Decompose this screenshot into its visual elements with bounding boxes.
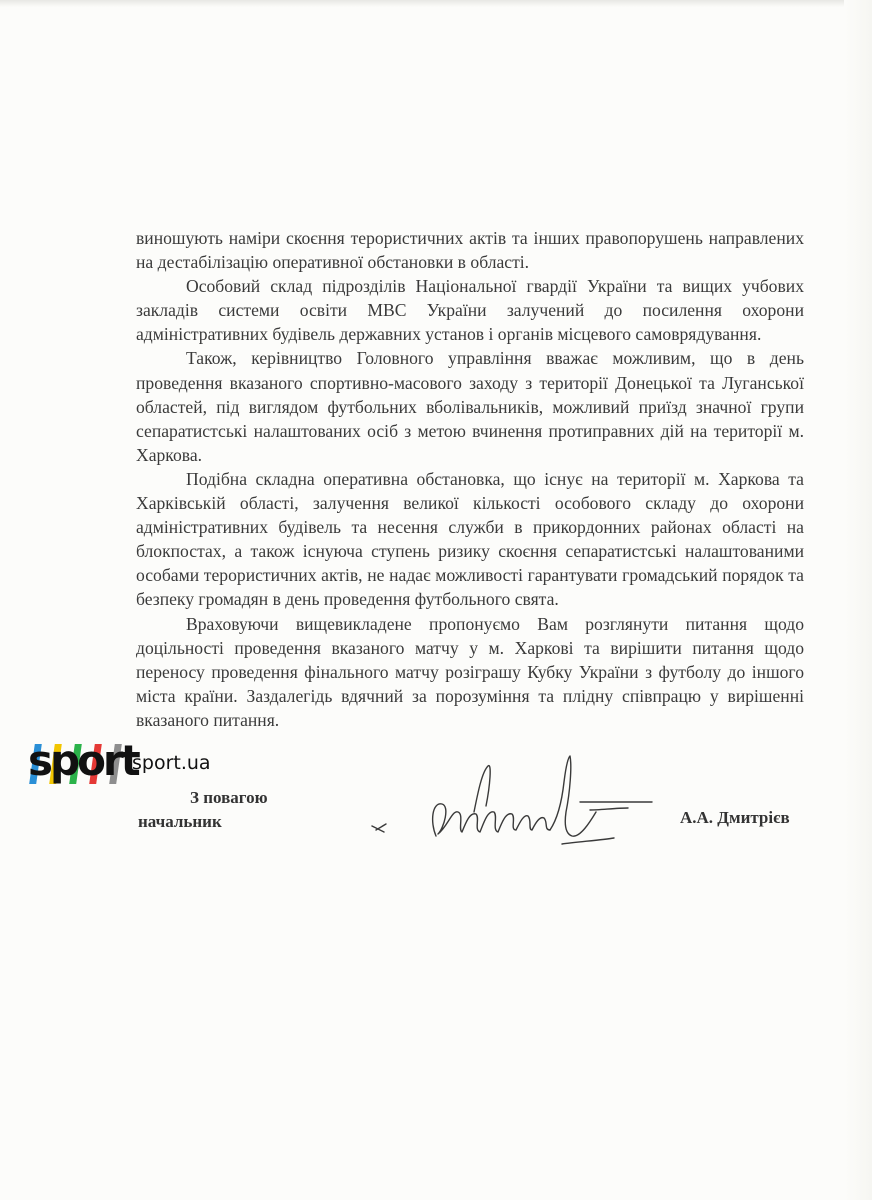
signatory-name: А.А. Дмитрієв [680,808,790,827]
paragraph-operational-situation: Подібна складна оперативна обстановка, що існує на території м. Харкова та Харківській області, залучення великої кількості особового складу до охорони адміністративних будівель та несення служби в прикордонних районах області на блокпостах, а також існуюча ступень ризику скоєння сепаратистські налаштованими особами терористичних актів, не надає можливості гарантувати громадський порядок та безпеку громадян в день проведення футбольного свята. [136,468,804,610]
site-name: sport.ua [132,752,211,774]
closing-title: начальник [138,812,222,831]
closing-respect: З повагою [190,788,268,807]
logo-wordmark: sport [28,736,138,785]
paragraph-national-guard: Особовий склад підрозділів Національної гвардії України та вищих учбових закладів системи освіти МВС України залучений до посилення охорони адміністративних будівель державних установ і органів місцевого самоврядування. [136,276,804,345]
scan-right-edge [844,0,872,1200]
sport-ua-watermark [28,736,238,790]
scan-top-edge [0,0,872,7]
paragraph-proposal: Враховуючи вищевикладене пропонуємо Вам розглянути питання щодо доцільності проведення вказаного матчу у м. Харкові та вирішити питання щодо переносу проведення фінального матчу розіграшу Кубку України з футболу до іншого міста країни. Заздалегідь вдячний за порозуміння та плідну співпрацю у вирішенні вказаного питання. [136,613,804,730]
paragraph-separatist-risk: Також, керівництво Головного управління вважає можливим, що в день проведення вказаного спортивно-масового заходу з території Донецької та Луганської областей, під виглядом футбольних вболівальників, можливий приїзд значної групи сепаратистські налаштованих осіб з метою вчинення протиправних дій на території м. Харкова. [136,348,804,465]
handwritten-signature-icon [366,752,656,852]
letter-body [136,226,804,732]
paragraph-continuation: виношують наміри скоєння терористичних актів та інших правопорушень направлених на дестабілізацію оперативної обстановки в області. [136,228,804,273]
sport-logo-icon [28,736,138,788]
